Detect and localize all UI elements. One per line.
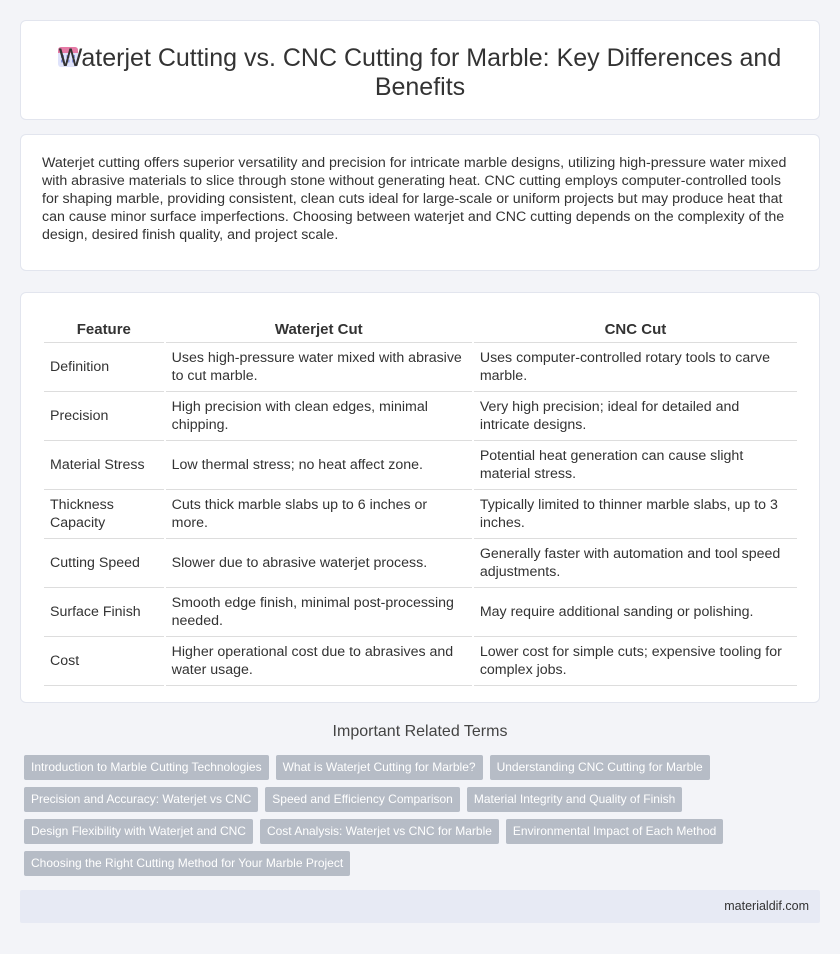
related-terms-list — [24, 755, 814, 876]
table-row — [44, 637, 797, 686]
related-term-link[interactable]: Understanding CNC Cutting for Marble — [490, 755, 710, 780]
waterjet-cell: Slower due to abrasive waterjet process. — [166, 539, 472, 588]
cnc-cell: Lower cost for simple cuts; expensive tooling for complex jobs. — [474, 637, 797, 686]
feature-cell: Thickness Capacity — [44, 490, 164, 539]
feature-cell: Cutting Speed — [44, 539, 164, 588]
column-header-feature: Feature — [44, 314, 164, 343]
comparison-table-card — [20, 292, 820, 703]
cnc-cell: Typically limited to thinner marble slabs, up to 3 inches. — [474, 490, 797, 539]
table-row — [44, 490, 797, 539]
summary-text: Waterjet cutting offers superior versatility and precision for intricate marble designs, utilizing high-pressure water mixed with abrasive materials to slice through stone without generating heat. CNC cutting employs computer-controlled tools for shaping marble, providing consistent, clean cuts ideal for large-scale or uniform projects but may produce heat that can cause minor surface imperfections. Choosing between waterjet and CNC cutting depends on the complexity of the design, desired finish quality, and project scale. — [42, 155, 787, 243]
page-title: Waterjet Cutting vs. CNC Cutting for Marble: Key Differences and Benefits — [58, 44, 782, 101]
feature-cell: Definition — [44, 343, 164, 392]
waterjet-cell: Higher operational cost due to abrasives and water usage. — [166, 637, 472, 686]
related-term-link[interactable]: What is Waterjet Cutting for Marble? — [276, 755, 483, 780]
column-header-waterjet: Waterjet Cut — [166, 314, 472, 343]
related-term-link[interactable]: Design Flexibility with Waterjet and CNC — [24, 819, 253, 844]
table-header-row — [44, 314, 797, 343]
waterjet-cell: High precision with clean edges, minimal chipping. — [166, 392, 472, 441]
related-term-link[interactable]: Introduction to Marble Cutting Technologies — [24, 755, 269, 780]
waterjet-cell: Smooth edge finish, minimal post-processing needed. — [166, 588, 472, 637]
table-row — [44, 588, 797, 637]
waterjet-cell: Low thermal stress; no heat affect zone. — [166, 441, 472, 490]
site-name[interactable]: materialdif.com — [724, 899, 809, 913]
feature-cell: Precision — [44, 392, 164, 441]
comparison-table — [42, 314, 799, 686]
table-row — [44, 539, 797, 588]
title-card — [20, 20, 820, 120]
table-row — [44, 343, 797, 392]
related-term-link[interactable]: Precision and Accuracy: Waterjet vs CNC — [24, 787, 258, 812]
related-term-link[interactable]: Choosing the Right Cutting Method for Your Marble Project — [24, 851, 350, 876]
summary-card — [20, 134, 820, 271]
cnc-cell: May require additional sanding or polishing. — [474, 588, 797, 637]
cnc-cell: Generally faster with automation and tool speed adjustments. — [474, 539, 797, 588]
feature-cell: Surface Finish — [44, 588, 164, 637]
table-row — [44, 441, 797, 490]
footer — [20, 890, 820, 923]
related-term-link[interactable]: Environmental Impact of Each Method — [506, 819, 723, 844]
feature-cell: Cost — [44, 637, 164, 686]
related-term-link[interactable]: Cost Analysis: Waterjet vs CNC for Marble — [260, 819, 499, 844]
related-terms-heading: Important Related Terms — [332, 723, 508, 740]
waterjet-cell: Uses high-pressure water mixed with abrasive to cut marble. — [166, 343, 472, 392]
cnc-cell: Very high precision; ideal for detailed and intricate designs. — [474, 392, 797, 441]
column-header-cnc: CNC Cut — [474, 314, 797, 343]
feature-cell: Material Stress — [44, 441, 164, 490]
cnc-cell: Potential heat generation can cause slight material stress. — [474, 441, 797, 490]
cnc-cell: Uses computer-controlled rotary tools to carve marble. — [474, 343, 797, 392]
related-term-link[interactable]: Material Integrity and Quality of Finish — [467, 787, 682, 812]
related-term-link[interactable]: Speed and Efficiency Comparison — [265, 787, 460, 812]
waterjet-cell: Cuts thick marble slabs up to 6 inches or more. — [166, 490, 472, 539]
table-row — [44, 392, 797, 441]
